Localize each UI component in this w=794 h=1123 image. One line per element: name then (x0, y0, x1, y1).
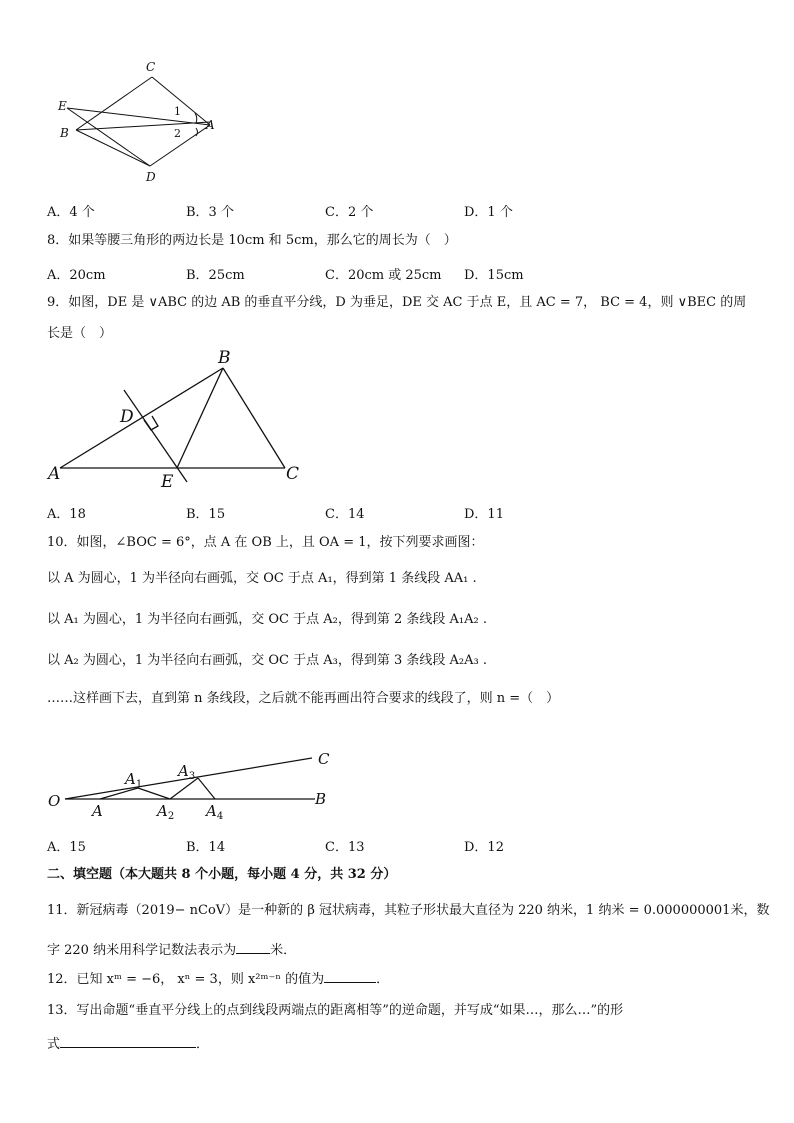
section-title: 二、填空题（本大题共 8 个小题，每小题 4 分，共 32 分） (47, 867, 397, 882)
q10-option-c: C．13 (325, 840, 365, 855)
q13-question-line1: 13．写出命题“垂直平分线上的点到线段两端点的距离相等”的逆命题，并写成“如果…，那么…”的形 (47, 1003, 624, 1018)
q11-line2-text: 字 220 纳米用科学记数法表示为 (47, 943, 237, 958)
q7-option-a: A．4 个 (47, 205, 95, 220)
q13-answer-blank[interactable] (60, 1034, 196, 1048)
q10-question-line5: ……这样画下去，直到第 n 条线段，之后就不能再画出符合要求的线段了，则 n =（ ） (47, 691, 560, 706)
q9-question-line2: 长是（ ） (47, 326, 113, 341)
q10-figure (40, 745, 350, 825)
q9-label-B: B (218, 348, 231, 368)
q13-question-line2 (47, 1034, 209, 1054)
q12-answer-blank[interactable] (324, 969, 376, 983)
q7-label-E: E (58, 99, 67, 113)
q9-option-a: A．18 (47, 507, 86, 522)
q12-text: 12．已知 xᵐ = −6， xⁿ = 3，则 x²ᵐ⁻ⁿ 的值为 (47, 972, 325, 987)
q10-label-A2: $A_2$ (157, 802, 175, 822)
q7-label-D: D (146, 170, 156, 184)
q7-option-b: B．3 个 (186, 205, 234, 220)
q8-option-a: A．20cm (47, 268, 106, 283)
q12-end: ． (376, 972, 390, 987)
q11-question-line1: 11．新冠病毒（2019− nCoV）是一种新的 β 冠状病毒，其粒子形状最大直径为 220 纳米，1 纳米 = 0.000000001米，数 (47, 903, 770, 918)
q11-answer-blank[interactable] (236, 940, 270, 954)
q7-angle-1: 1 (174, 105, 181, 118)
q9-option-c: C．14 (325, 507, 365, 522)
q9-option-b: B．15 (186, 507, 226, 522)
q7-label-A: A (206, 118, 215, 132)
q7-option-c: C．2 个 (325, 205, 374, 220)
q10-label-O: O (48, 792, 61, 810)
q10-question-line3: 以 A₁ 为圆心，1 为半径向右画弧，交 OC 于点 A₂，得到第 2 条线段 A₁A₂ . (47, 612, 488, 627)
q9-label-E: E (161, 472, 174, 490)
q10-question-line1: 10．如图，∠BOC = 6°，点 A 在 OB 上，且 OA = 1，按下列要求画图： (47, 535, 484, 550)
q9-label-C: C (286, 464, 300, 484)
q9-question-line1: 9．如图，DE 是 ∨ABC 的边 AB 的垂直平分线，D 为垂足，DE 交 AC 于点 E，且 AC = 7， BC = 4，则 ∨BEC 的周 (47, 295, 747, 310)
q8-question: 8．如果等腰三角形的两边长是 10cm 和 5cm，那么它的周长为（ ） (47, 233, 457, 248)
q10-label-A4: $A_4$ (206, 802, 224, 822)
q10-label-A1: $A_1$ (125, 770, 143, 790)
q7-figure (50, 55, 230, 185)
q9-option-d: D．11 (464, 507, 504, 522)
q8-option-d: D．15cm (464, 268, 524, 283)
q7-label-C: C (146, 60, 156, 74)
q7-label-B: B (60, 126, 69, 140)
q10-option-a: A．15 (47, 840, 86, 855)
q10-option-b: B．14 (186, 840, 226, 855)
q11-line2-unit: 米． (270, 943, 297, 958)
q10-label-A: A (92, 802, 103, 820)
q11-question-line2 (47, 940, 296, 960)
q13-line2-text: 式 (47, 1037, 61, 1052)
q9-figure (40, 345, 320, 490)
q10-label-C: C (318, 750, 330, 768)
q9-label-D: D (120, 407, 134, 427)
q10-label-B: B (315, 790, 327, 808)
q10-label-A3: $A_3$ (178, 762, 196, 782)
q10-question-line2: 以 A 为圆心，1 为半径向右画弧，交 OC 于点 A₁，得到第 1 条线段 AA₁ . (47, 571, 477, 586)
q13-end: ． (196, 1037, 210, 1052)
q10-question-line4: 以 A₂ 为圆心，1 为半径向右画弧，交 OC 于点 A₃，得到第 3 条线段 A₂A₃ . (47, 653, 488, 668)
q12-question (47, 969, 389, 989)
q7-option-d: D．1 个 (464, 205, 513, 220)
q7-angle-2: 2 (174, 127, 181, 140)
q9-label-A: A (48, 464, 61, 484)
q8-option-b: B．25cm (186, 268, 245, 283)
q10-option-d: D．12 (464, 840, 504, 855)
q8-option-c: C．20cm 或 25cm (325, 268, 442, 283)
